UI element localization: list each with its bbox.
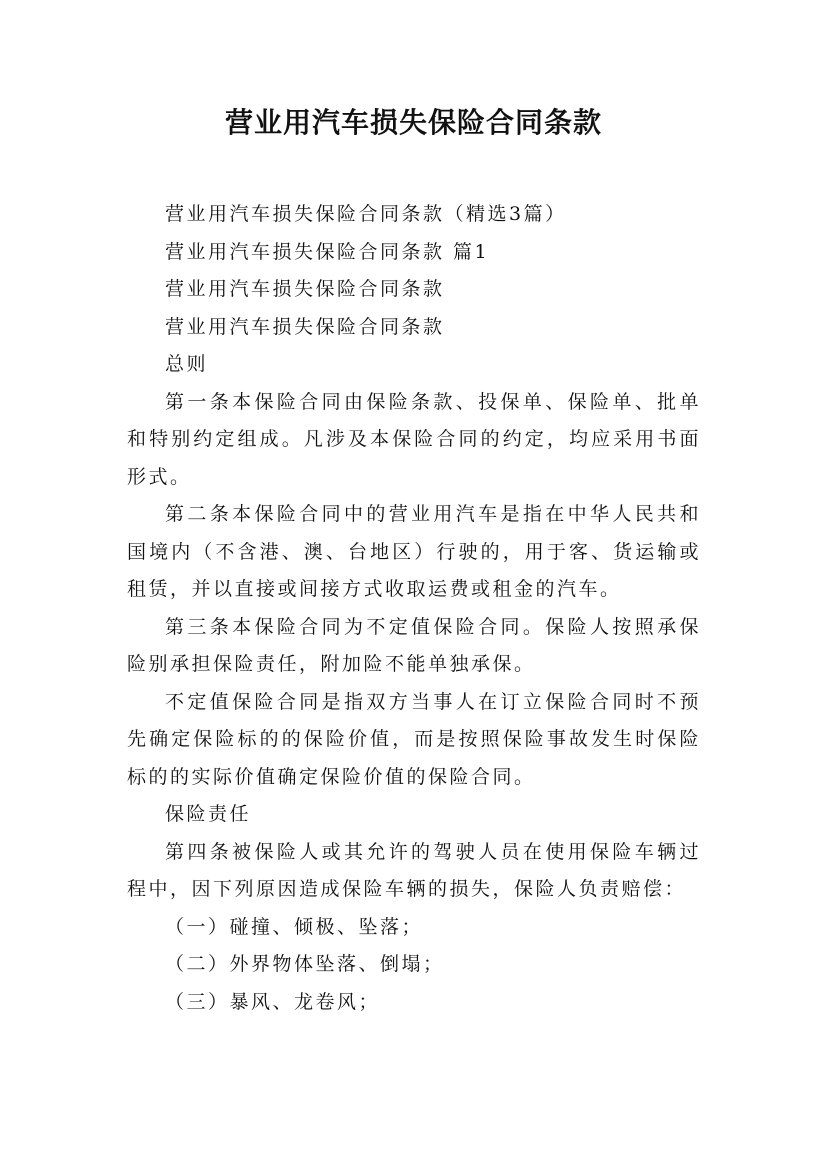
- list-item: （三）暴风、龙卷风；: [165, 990, 381, 1013]
- paragraph: 营业用汽车损失保险合同条款: [165, 278, 445, 300]
- paragraph: 不定值保险合同是指双方当事人在订立保险合同时不预先确定保险标的的保险价值，而是按照保险事故发生时保险标的的实际价值确定保险价值的保险合同。: [127, 690, 701, 788]
- section-heading-general: 总则: [165, 353, 209, 375]
- paragraph: 营业用汽车损失保险合同条款 篇1: [165, 240, 490, 263]
- article-3: 第三条本保险合同为不定值保险合同。保险人按照承保险别承担保险责任，附加险不能单独承保。: [127, 615, 701, 675]
- article-2: 第二条本保险合同中的营业用汽车是指在中华人民共和国境内（不含港、澳、台地区）行驶的，用于客、货运输或租赁，并以直接或间接方式收取运费或租金的汽车。: [127, 503, 701, 600]
- list-item: （二）外界物体坠落、倒塌；: [165, 953, 445, 975]
- article-4: 第四条被保险人或其允许的驾驶人员在使用保险车辆过程中，因下列原因造成保险车辆的损失，保险人负责赔偿：: [127, 840, 701, 900]
- list-item: （一）碰撞、倾极、坠落；: [165, 915, 424, 938]
- paragraph: 营业用汽车损失保险合同条款: [165, 315, 445, 338]
- paragraph: 营业用汽车损失保险合同条款（精选3篇）: [165, 203, 567, 225]
- document-title: 营业用汽车损失保险合同条款: [224, 106, 602, 139]
- section-heading-liability: 保险责任: [165, 803, 252, 825]
- article-1: 第一条本保险合同由保险条款、投保单、保险单、批单和特别约定组成。凡涉及本保险合同的约定，均应采用书面形式。: [127, 390, 701, 488]
- document-body: [127, 196, 701, 1021]
